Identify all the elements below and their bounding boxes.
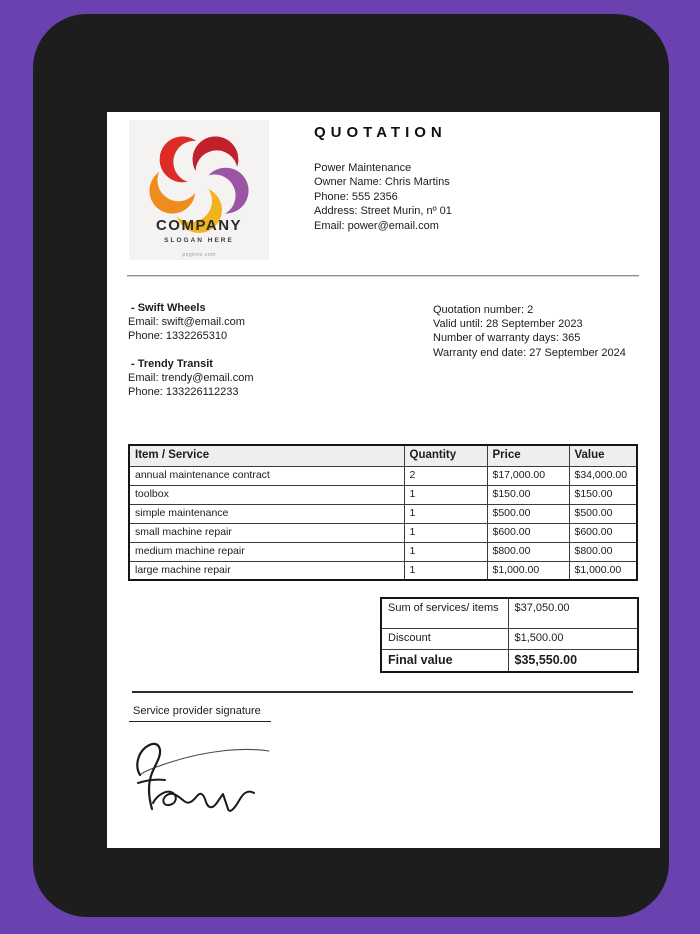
- client-name: - Trendy Transit: [131, 358, 213, 370]
- client-email: Email: trendy@email.com: [128, 372, 254, 384]
- provider-phone: Phone: 555 2356: [314, 190, 398, 203]
- client-swift-wheels: [128, 301, 253, 343]
- table-row: [129, 504, 637, 523]
- summary-row-sum: [381, 598, 638, 628]
- provider-owner: Owner Name: Chris Martins: [314, 176, 450, 189]
- cell-item: medium machine repair: [129, 542, 404, 561]
- col-header-quantity: Quantity: [404, 445, 487, 466]
- header-divider: [127, 275, 639, 277]
- cell-quantity: 1: [404, 504, 487, 523]
- table-row: [129, 466, 637, 485]
- quotation-warranty-end: Warranty end date: 27 September 2024: [433, 346, 626, 359]
- cell-value: $500.00: [569, 504, 637, 523]
- cell-quantity: 2: [404, 466, 487, 485]
- logo-company-text: COMPANY: [155, 217, 243, 234]
- cell-price: $600.00: [487, 523, 569, 542]
- items-table: [128, 444, 638, 581]
- signature-image: [127, 725, 357, 825]
- cell-value: $150.00: [569, 485, 637, 504]
- summary-label: Discount: [381, 628, 508, 649]
- col-header-price: Price: [487, 445, 569, 466]
- table-row: [129, 485, 637, 504]
- cell-quantity: 1: [404, 561, 487, 580]
- cell-price: $500.00: [487, 504, 569, 523]
- col-header-item-service: Item / Service: [129, 445, 404, 466]
- summary-value: $1,500.00: [508, 628, 638, 649]
- client-email: Email: swift@email.com: [128, 316, 245, 328]
- cell-value: $34,000.00: [569, 466, 637, 485]
- quotation-number: Quotation number: 2: [433, 304, 534, 316]
- cell-item: simple maintenance: [129, 504, 404, 523]
- logo-slogan-text: SLOGAN HERE: [164, 237, 234, 244]
- client-phone: Phone: 1332265310: [128, 330, 228, 342]
- summary-label: Final value: [381, 649, 508, 672]
- summary-label: Sum of services/ items: [381, 598, 508, 628]
- quotation-warranty-days: Number of warranty days: 365: [433, 332, 581, 345]
- header-block: [314, 124, 452, 233]
- cell-price: $150.00: [487, 485, 569, 504]
- cell-quantity: 1: [404, 485, 487, 504]
- tablet-frame: [33, 14, 669, 917]
- cell-value: $800.00: [569, 542, 637, 561]
- cell-price: $1,000.00: [487, 561, 569, 580]
- table-row: [129, 523, 637, 542]
- company-logo: [129, 120, 269, 260]
- provider-address: Address: Street Murin, nº 01: [314, 205, 452, 218]
- summary-table: [380, 597, 639, 673]
- page-title: QUOTATION: [314, 124, 447, 141]
- cell-quantity: 1: [404, 542, 487, 561]
- cell-item: annual maintenance contract: [129, 466, 404, 485]
- summary-value: $35,550.00: [508, 649, 638, 672]
- provider-company: Power Maintenance: [314, 162, 412, 174]
- cell-value: $1,000.00: [569, 561, 637, 580]
- provider-email: Email: power@email.com: [314, 219, 439, 232]
- cell-price: $17,000.00: [487, 466, 569, 485]
- summary-row-discount: [381, 628, 638, 649]
- logo-watermark-text: pngtree.com: [182, 252, 216, 258]
- client-phone: Phone: 133226112233: [128, 386, 239, 398]
- cell-item: toolbox: [129, 485, 404, 504]
- signature-divider: [132, 691, 633, 693]
- table-row: [129, 561, 637, 580]
- summary-value: $37,050.00: [508, 598, 638, 628]
- client-name: - Swift Wheels: [131, 302, 206, 314]
- col-header-value: Value: [569, 445, 637, 466]
- summary-row-final-value: [381, 649, 638, 672]
- quotation-valid-until: Valid until: 28 September 2023: [433, 318, 583, 331]
- cell-quantity: 1: [404, 523, 487, 542]
- quotation-document: [107, 112, 660, 848]
- clients-block: [128, 301, 253, 399]
- provider-info: [314, 161, 452, 233]
- table-row: [129, 542, 637, 561]
- cell-item: small machine repair: [129, 523, 404, 542]
- quotation-meta: [433, 303, 626, 360]
- cell-item: large machine repair: [129, 561, 404, 580]
- cell-price: $800.00: [487, 542, 569, 561]
- signature-label: Service provider signature: [129, 705, 271, 722]
- items-table-header-row: [129, 445, 637, 466]
- cell-value: $600.00: [569, 523, 637, 542]
- client-trendy-transit: [128, 357, 253, 399]
